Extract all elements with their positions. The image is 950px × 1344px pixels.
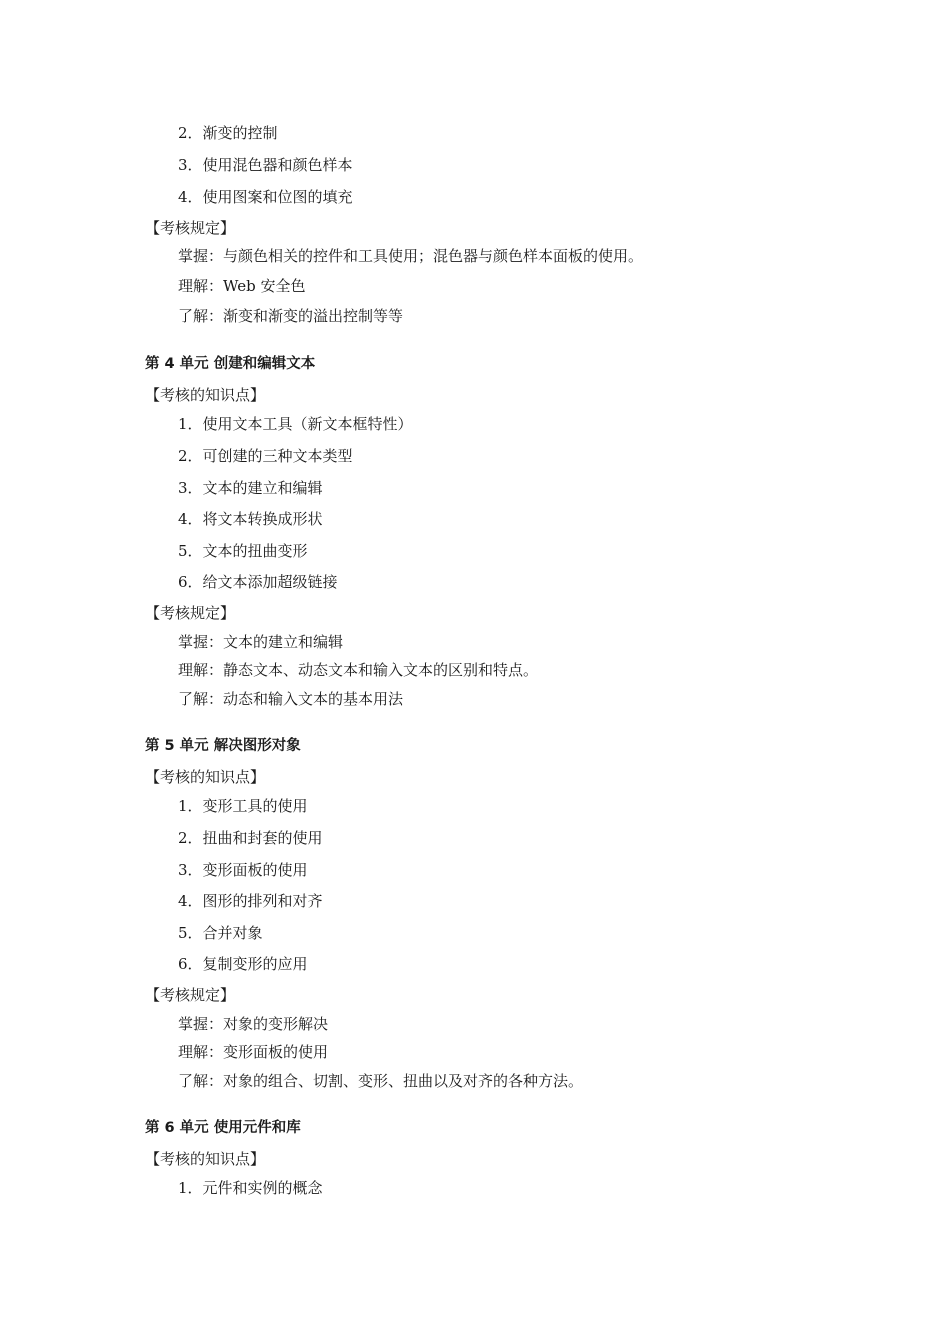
- understand-requirement: 理解：Web 安全色: [178, 277, 306, 295]
- list-item: 3．文本的建立和编辑: [178, 479, 323, 497]
- list-item: 3．使用混色器和颜色样本: [178, 156, 353, 174]
- list-item: 4．将文本转换成形状: [178, 510, 323, 528]
- list-item: 4．图形的排列和对齐: [178, 892, 323, 910]
- understand-requirement: 理解：静态文本、动态文本和输入文本的区别和特点。: [178, 661, 539, 679]
- master-requirement: 掌握：对象的变形解决: [178, 1015, 329, 1033]
- rules-heading: 【考核规定】: [145, 986, 236, 1004]
- understand-requirement: 理解：变形面板的使用: [178, 1043, 329, 1061]
- list-item: 3．变形面板的使用: [178, 861, 308, 879]
- unit-title: 第 4 单元 创建和编辑文本: [145, 356, 316, 372]
- list-item: 5．合并对象: [178, 924, 263, 942]
- know-requirement: 了解：动态和输入文本的基本用法: [178, 690, 404, 708]
- rules-heading: 【考核规定】: [145, 604, 236, 622]
- list-item: 6．给文本添加超级链接: [178, 573, 338, 591]
- points-heading: 【考核的知识点】: [145, 386, 266, 404]
- unit-title: 第 6 单元 使用元件和库: [145, 1120, 301, 1136]
- points-heading: 【考核的知识点】: [145, 768, 266, 786]
- master-requirement: 掌握：文本的建立和编辑: [178, 633, 344, 651]
- list-item: 1．使用文本工具（新文本框特性）: [178, 415, 413, 433]
- know-requirement: 了解：渐变和渐变的溢出控制等等: [178, 307, 404, 325]
- list-item: 2．可创建的三种文本类型: [178, 447, 353, 465]
- know-requirement: 了解：对象的组合、切割、变形、扭曲以及对齐的各种方法。: [178, 1072, 584, 1090]
- master-requirement: 掌握：与颜色相关的控件和工具使用；混色器与颜色样本面板的使用。: [178, 247, 644, 265]
- list-item: 5．文本的扭曲变形: [178, 542, 308, 560]
- points-heading: 【考核的知识点】: [145, 1150, 266, 1168]
- list-item: 1．元件和实例的概念: [178, 1179, 323, 1197]
- unit-title: 第 5 单元 解决图形对象: [145, 738, 301, 754]
- list-item: 6．复制变形的应用: [178, 955, 308, 973]
- list-item: 4．使用图案和位图的填充: [178, 188, 353, 206]
- rules-heading: 【考核规定】: [145, 219, 236, 237]
- list-item: 2．渐变的控制: [178, 124, 278, 142]
- list-item: 1．变形工具的使用: [178, 797, 308, 815]
- list-item: 2．扭曲和封套的使用: [178, 829, 323, 847]
